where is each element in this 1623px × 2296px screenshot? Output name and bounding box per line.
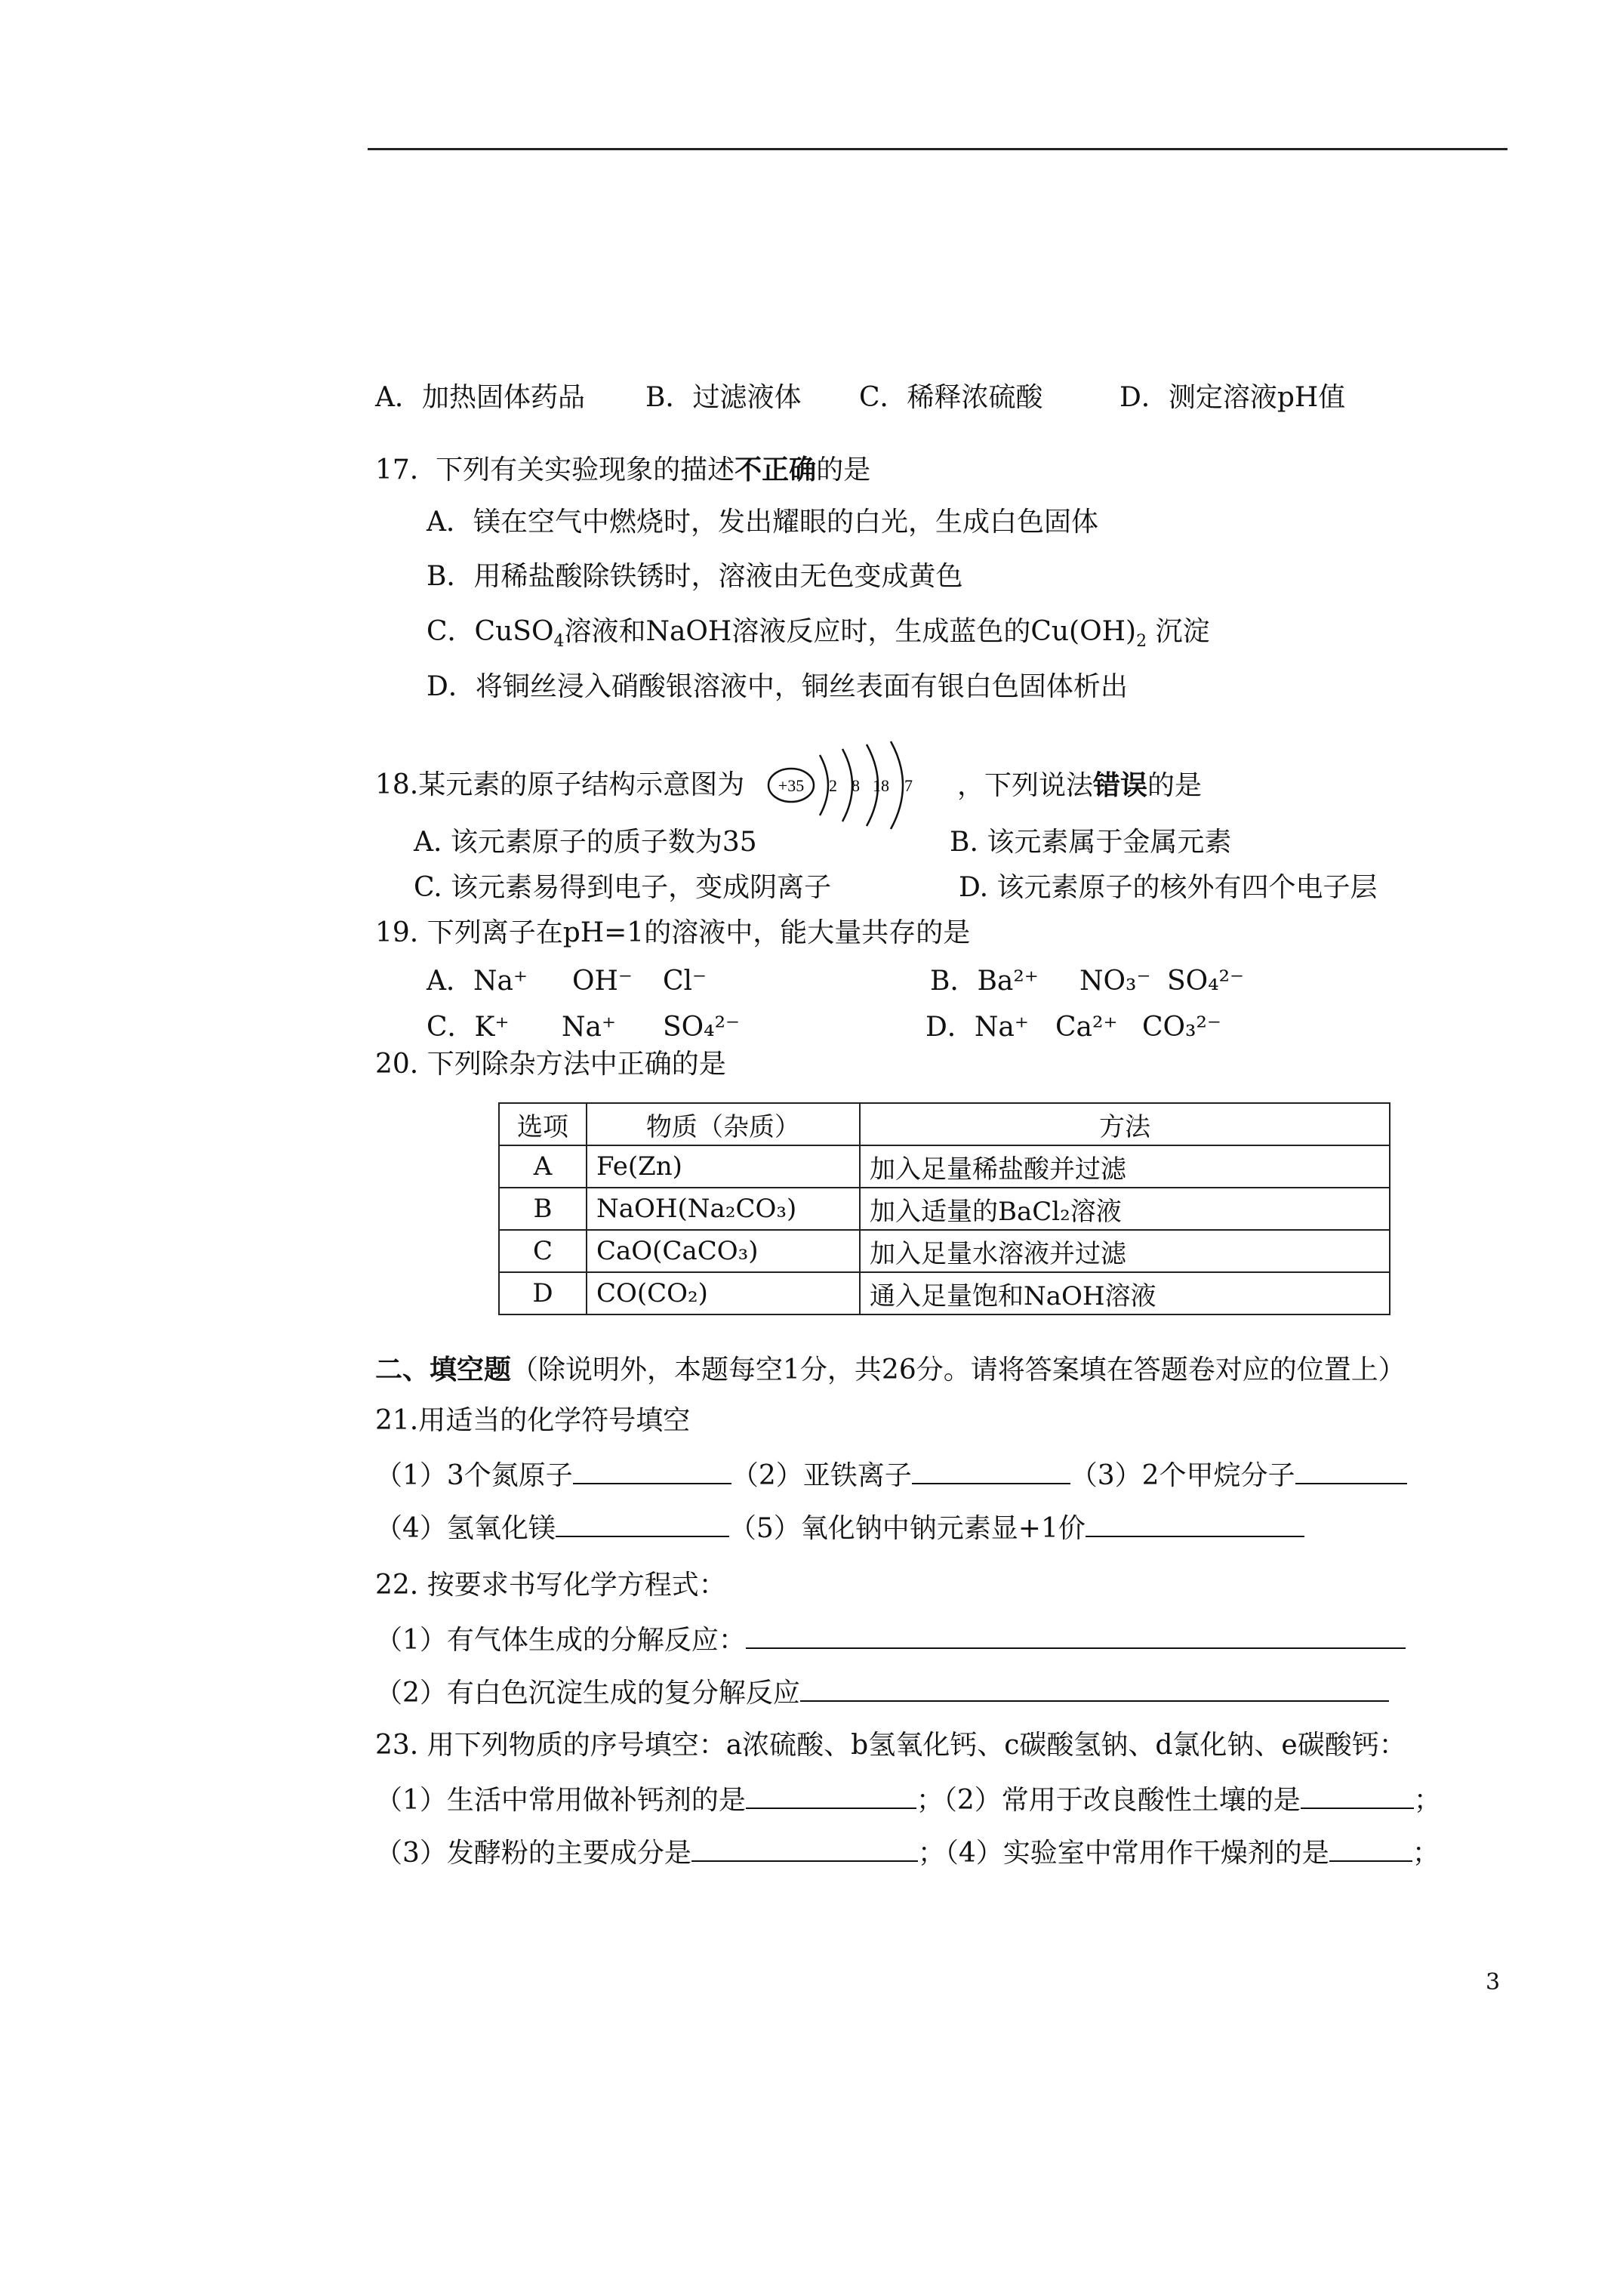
table-cell: 加入足量稀盐酸并过滤 [860, 1145, 1390, 1188]
q19-option-a-ion2: OH⁻ [572, 966, 633, 997]
answer-blank[interactable] [1301, 1782, 1414, 1809]
q19-option-b-ion2: NO₃⁻ [1079, 966, 1151, 997]
table-cell: Fe(Zn) [587, 1145, 860, 1188]
q22-row1 [375, 1622, 1406, 1657]
table-row [499, 1188, 1390, 1230]
q23-row1-end: ； [1413, 1785, 1441, 1816]
table-cell: 加入适量的BaCl₂溶液 [860, 1188, 1390, 1230]
table-cell: 通入足量饱和NaOH溶液 [860, 1272, 1390, 1314]
q23-row2-end: ； [1412, 1838, 1440, 1869]
header-rule [368, 148, 1508, 150]
table-header-cell: 方法 [860, 1103, 1390, 1145]
table-header-cell: 选项 [499, 1103, 587, 1145]
table-cell: NaOH(Na₂CO₃) [587, 1188, 860, 1230]
section-title [375, 1353, 1406, 1387]
answer-blank[interactable] [573, 1457, 731, 1484]
q21-item4-label: （4）氢氧化镁 [375, 1513, 556, 1544]
q17-option-c [427, 615, 1210, 658]
answer-blank[interactable] [1329, 1835, 1412, 1862]
table-cell: CaO(CaCO₃) [587, 1230, 860, 1272]
q23-item2-label: ；（2）常用于改良酸性土壤的是 [916, 1785, 1301, 1816]
q22-row2 [375, 1675, 1389, 1710]
table-cell: A [499, 1145, 587, 1188]
q16-option-a: A．加热固体药品 [375, 382, 585, 413]
q17-c-sub1: 4 [553, 632, 565, 652]
q19-option-c-ion1: C．K⁺ [427, 1012, 510, 1043]
q21-item2-label: （2）亚铁离子 [731, 1460, 912, 1491]
q17-c-part3: 沉淀 [1147, 616, 1210, 647]
q17-stem-emphasis: 不正确 [735, 454, 817, 485]
answer-blank[interactable] [1295, 1457, 1407, 1484]
shell-arc-1 [820, 755, 828, 815]
q18-option-c: C. 该元素易得到电子，变成阴离子 [414, 872, 832, 903]
q19-option-d-ion3: CO₃²⁻ [1142, 1012, 1221, 1043]
q18-option-b: B. 该元素属于金属元素 [950, 827, 1232, 858]
nucleus-charge: +35 [778, 776, 805, 795]
page-number: 3 [1486, 1969, 1501, 1996]
q17-stem [375, 453, 870, 487]
q18-stem-end: 的是 [1147, 770, 1203, 801]
q16-option-d: D．测定溶液pH值 [1119, 382, 1346, 413]
q21-item3-label: （3）2个甲烷分子 [1070, 1460, 1295, 1491]
table-header-cell: 物质（杂质） [587, 1103, 860, 1145]
answer-blank[interactable] [746, 1782, 916, 1809]
q19-option-c-ion2: Na⁺ [562, 1012, 616, 1043]
q19-option-b-ion1: B．Ba²⁺ [930, 966, 1039, 997]
q17-c-sub2: 2 [1136, 632, 1147, 652]
q19-option-d-ion1: D．Na⁺ [925, 1012, 1029, 1043]
q19-option-a-ion3: Cl⁻ [663, 966, 707, 997]
q21-row1 [375, 1457, 1407, 1493]
q17-c-part2: 溶液和NaOH溶液反应时，生成蓝色的Cu(OH) [564, 616, 1137, 647]
table-row [499, 1145, 1390, 1188]
shell-electrons-3: 18 [873, 776, 889, 795]
section-title-text: 二、填空题 [375, 1354, 512, 1385]
q21-item1-label: （1）3个氮原子 [375, 1460, 573, 1491]
q18-option-a: A. 该元素原子的质子数为35 [414, 827, 757, 858]
q21-row2 [375, 1510, 1304, 1546]
shell-arc-4 [891, 741, 903, 829]
shell-electrons-4: 7 [904, 776, 913, 795]
q23-item3-label: （3）发酵粉的主要成分是 [375, 1838, 691, 1869]
answer-blank[interactable] [1086, 1510, 1304, 1537]
q18-stem-post [957, 769, 1202, 803]
q18-stem-emphasis: 错误 [1093, 769, 1148, 801]
q23-stem: 23. 用下列物质的序号填空：a浓硫酸、b氢氧化钙、c碳酸氢钠、d氯化钠、e碳酸钙： [375, 1730, 1406, 1761]
q23-row2 [375, 1835, 1440, 1870]
q20-stem: 20. 下列除杂方法中正确的是 [375, 1049, 726, 1080]
table-cell: D [499, 1272, 587, 1314]
table-row [499, 1272, 1390, 1314]
q17-option-a: A．镁在空气中燃烧时，发出耀眼的白光，生成白色固体 [427, 507, 1098, 538]
q18-stem-post-text: ，下列说法 [957, 770, 1094, 801]
q20-table [498, 1102, 1390, 1315]
section-note: （除说明外，本题每空1分，共26分。请将答案填在答题卷对应的位置上） [511, 1354, 1406, 1385]
answer-blank[interactable] [691, 1835, 918, 1862]
q17-number: 17. [375, 455, 419, 485]
q17-stem-text: 下列有关实验现象的描述 [436, 455, 735, 485]
table-row [499, 1230, 1390, 1272]
q22-item2-label: （2）有白色沉淀生成的复分解反应 [375, 1678, 800, 1709]
table-cell: 加入足量水溶液并过滤 [860, 1230, 1390, 1272]
table-cell: CO(CO₂) [587, 1272, 860, 1314]
q23-item1-label: （1）生活中常用做补钙剂的是 [375, 1785, 746, 1816]
q19-option-a-ion1: A．Na⁺ [427, 966, 528, 997]
q23-item4-label: ；（4）实验室中常用作干燥剂的是 [917, 1838, 1329, 1869]
q19-stem: 19. 下列离子在pH=1的溶液中，能大量共存的是 [375, 917, 971, 948]
shell-electrons-2: 8 [852, 776, 860, 795]
answer-blank[interactable] [556, 1510, 729, 1537]
q17-stem-end: 的是 [816, 455, 871, 485]
q17-option-d: D．将铜丝浸入硝酸银溶液中，铜丝表面有银白色固体析出 [427, 671, 1128, 702]
q18-option-d: D. 该元素原子的核外有四个电子层 [959, 872, 1378, 903]
q19-option-d-ion2: Ca²⁺ [1055, 1012, 1118, 1043]
table-cell: B [499, 1188, 587, 1230]
table-header-row [499, 1103, 1390, 1145]
q16-option-c: C．稀释浓硫酸 [859, 382, 1043, 413]
q16-option-b: B．过滤液体 [645, 382, 802, 413]
answer-blank[interactable] [800, 1675, 1389, 1702]
q19-option-c-ion3: SO₄²⁻ [663, 1012, 741, 1043]
q17-option-b: B．用稀盐酸除铁锈时，溶液由无色变成黄色 [427, 561, 963, 592]
table-cell: C [499, 1230, 587, 1272]
q18-stem-pre: 18.某元素的原子结构示意图为 [375, 769, 745, 800]
shell-electrons-1: 2 [829, 776, 837, 795]
q21-stem: 21.用适当的化学符号填空 [375, 1405, 691, 1436]
q22-item1-label: （1）有气体生成的分解反应： [375, 1625, 746, 1656]
answer-blank[interactable] [912, 1457, 1070, 1484]
answer-blank[interactable] [746, 1622, 1406, 1649]
q23-row1 [375, 1782, 1441, 1817]
q21-item5-label: （5）氧化钠中钠元素显+1价 [728, 1513, 1086, 1544]
q19-option-b-ion3: SO₄²⁻ [1167, 966, 1245, 997]
q17-c-part1: C．CuSO [427, 616, 554, 647]
q22-stem: 22. 按要求书写化学方程式： [375, 1570, 726, 1601]
atomic-structure-diagram [761, 738, 942, 837]
